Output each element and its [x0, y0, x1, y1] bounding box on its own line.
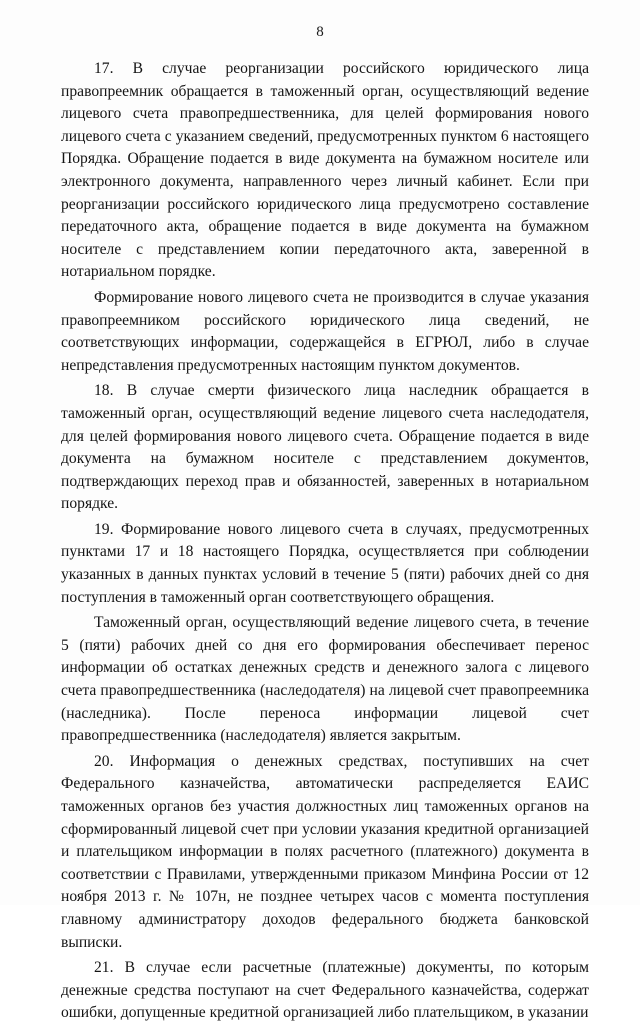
paragraph-19: 19. Формирование нового лицевого счета в случаях, предусмотренных пунктами 17 и 18 настоящего Порядка, осуществляется при соблюдении указанных в данных пунктах условий в течение 5 (пяти) рабочих дней со дня поступления в таможенный орган соответствующего обращения. [61, 520, 589, 606]
document-body [61, 58, 589, 1028]
paragraph-18: 18. В случае смерти физического лица наследник обращается в таможенный орган, осуществляющий ведение лицевого счета наследодателя, для целей формирования нового лицевого счета. Обращение подается в виде документа на бумажном носителе с представлением документов, подтверждающих переход прав и обязанностей, заверенных в нотариальном порядке. [61, 382, 589, 513]
paragraph-17-continuation: Формирование нового лицевого счета не производится в случае указания правопреемником российского юридического лица сведений, не соответствующих информации, содержащейся в ЕГРЮЛ, либо в случае непредставления предусмотренных настоящим пунктом документов. [61, 288, 589, 374]
paragraph-19-continuation: Таможенный орган, осуществляющий ведение лицевого счета, в течение 5 (пяти) рабочих дней со дня его формирования обеспечивает перенос информации об остатках денежных средств и денежного залога с лицевого счета правопредшественника (наследодателя) на лицевой счет правопреемника (наследника). После переноса информации лицевой счет правопредшественника (наследодателя) является закрытым. [61, 614, 589, 745]
paragraph-20: 20. Информация о денежных средствах, поступивших на счет Федерального казначейства, автоматически распределяется ЕАИС таможенных органов без участия должностных лиц таможенных органов на сформированный лицевой счет при условии указания кредитной организацией и плательщиком информации в полях расчетного (платежного) документа в соответствии с Правилами, утвержденными приказом Минфина России от 12 ноября 2013 г. № 107н, не позднее четырех часов с момента поступления главному администратору доходов федерального бюджета банковской выписки. [61, 752, 589, 951]
paragraph-17: 17. В случае реорганизации российского юридического лица правопреемник обращается в таможенный орган, осуществляющий ведение лицевого счета правопредшественника, для целей формирования нового лицевого счета с указанием сведений, предусмотренных пунктом 6 настоящего Порядка. Обращение подается в виде документа на бумажном носителе или электронного документа, направленного через личный кабинет. Если при реорганизации российского юридического лица предусмотрено составление передаточного акта, обращение подается в виде документа на бумажном носителе с представлением копии передаточного акта, заверенной в нотариальном порядке. [61, 60, 589, 281]
page-number: 8 [316, 24, 324, 40]
paragraph-21: 21. В случае если расчетные (платежные) документы, по которым денежные средства поступают на счет Федерального казначейства, содержат ошибки, допущенные кредитной организацией либо плательщиком, в указании [61, 959, 589, 1022]
